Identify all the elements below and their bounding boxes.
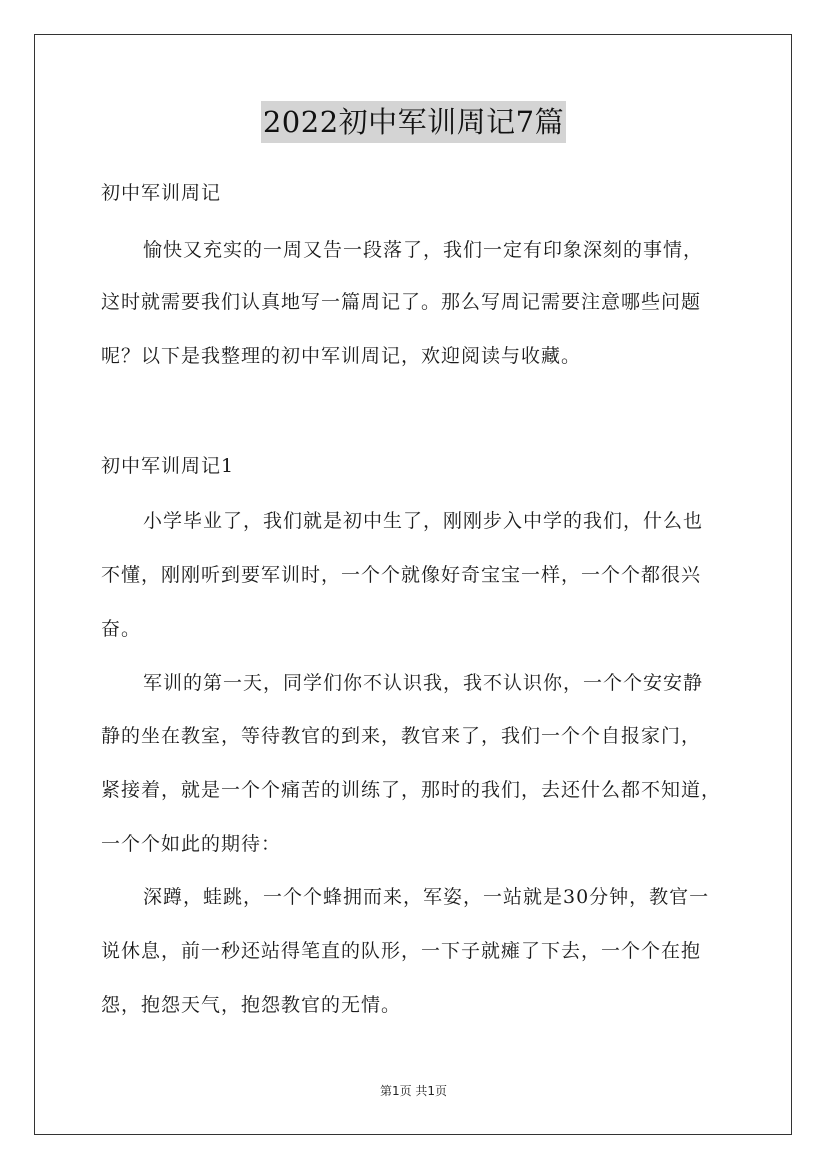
intro-line: 这时就需要我们认真地写一篇周记了。那么写周记需要注意哪些问题: [101, 291, 702, 313]
paragraph-line: 军训的第一天，同学们你不认识我，我不认识你，一个个安安静: [143, 672, 704, 694]
title-container: [0, 101, 827, 143]
intro-heading: 初中军训周记: [101, 182, 222, 204]
page-footer: 第1页 共1页: [379, 1084, 448, 1098]
intro-line: 呢？以下是我整理的初中军训周记，欢迎阅读与收藏。: [101, 345, 582, 367]
paragraph-line: 小学毕业了，我们就是初中生了，刚刚步入中学的我们，什么也: [143, 510, 704, 532]
section-heading: 初中军训周记1: [101, 455, 235, 477]
document-title: 2022初中军训周记7篇: [261, 101, 566, 143]
paragraph-line: 怨，抱怨天气，抱怨教官的无情。: [101, 994, 402, 1016]
paragraph-line: 说休息，前一秒还站得笔直的队形，一下子就瘫了下去，一个个在抱: [101, 940, 702, 962]
paragraph-line: 不懂，刚刚听到要军训时，一个个就像好奇宝宝一样，一个个都很兴: [101, 564, 702, 586]
paragraph-line: 奋。: [101, 618, 142, 640]
paragraph-line: 紧接着，就是一个个痛苦的训练了，那时的我们，去还什么都不知道，: [101, 779, 722, 801]
paragraph-line: 一个个如此的期待：: [101, 833, 282, 855]
paragraph-line: 静的坐在教室，等待教官的到来，教官来了，我们一个个自报家门，: [101, 725, 702, 747]
intro-line: 愉快又充实的一周又告一段落了，我们一定有印象深刻的事情，: [143, 239, 704, 261]
paragraph-line: 深蹲，蛙跳，一个个蜂拥而来，军姿，一站就是30分钟，教官一: [143, 886, 710, 908]
